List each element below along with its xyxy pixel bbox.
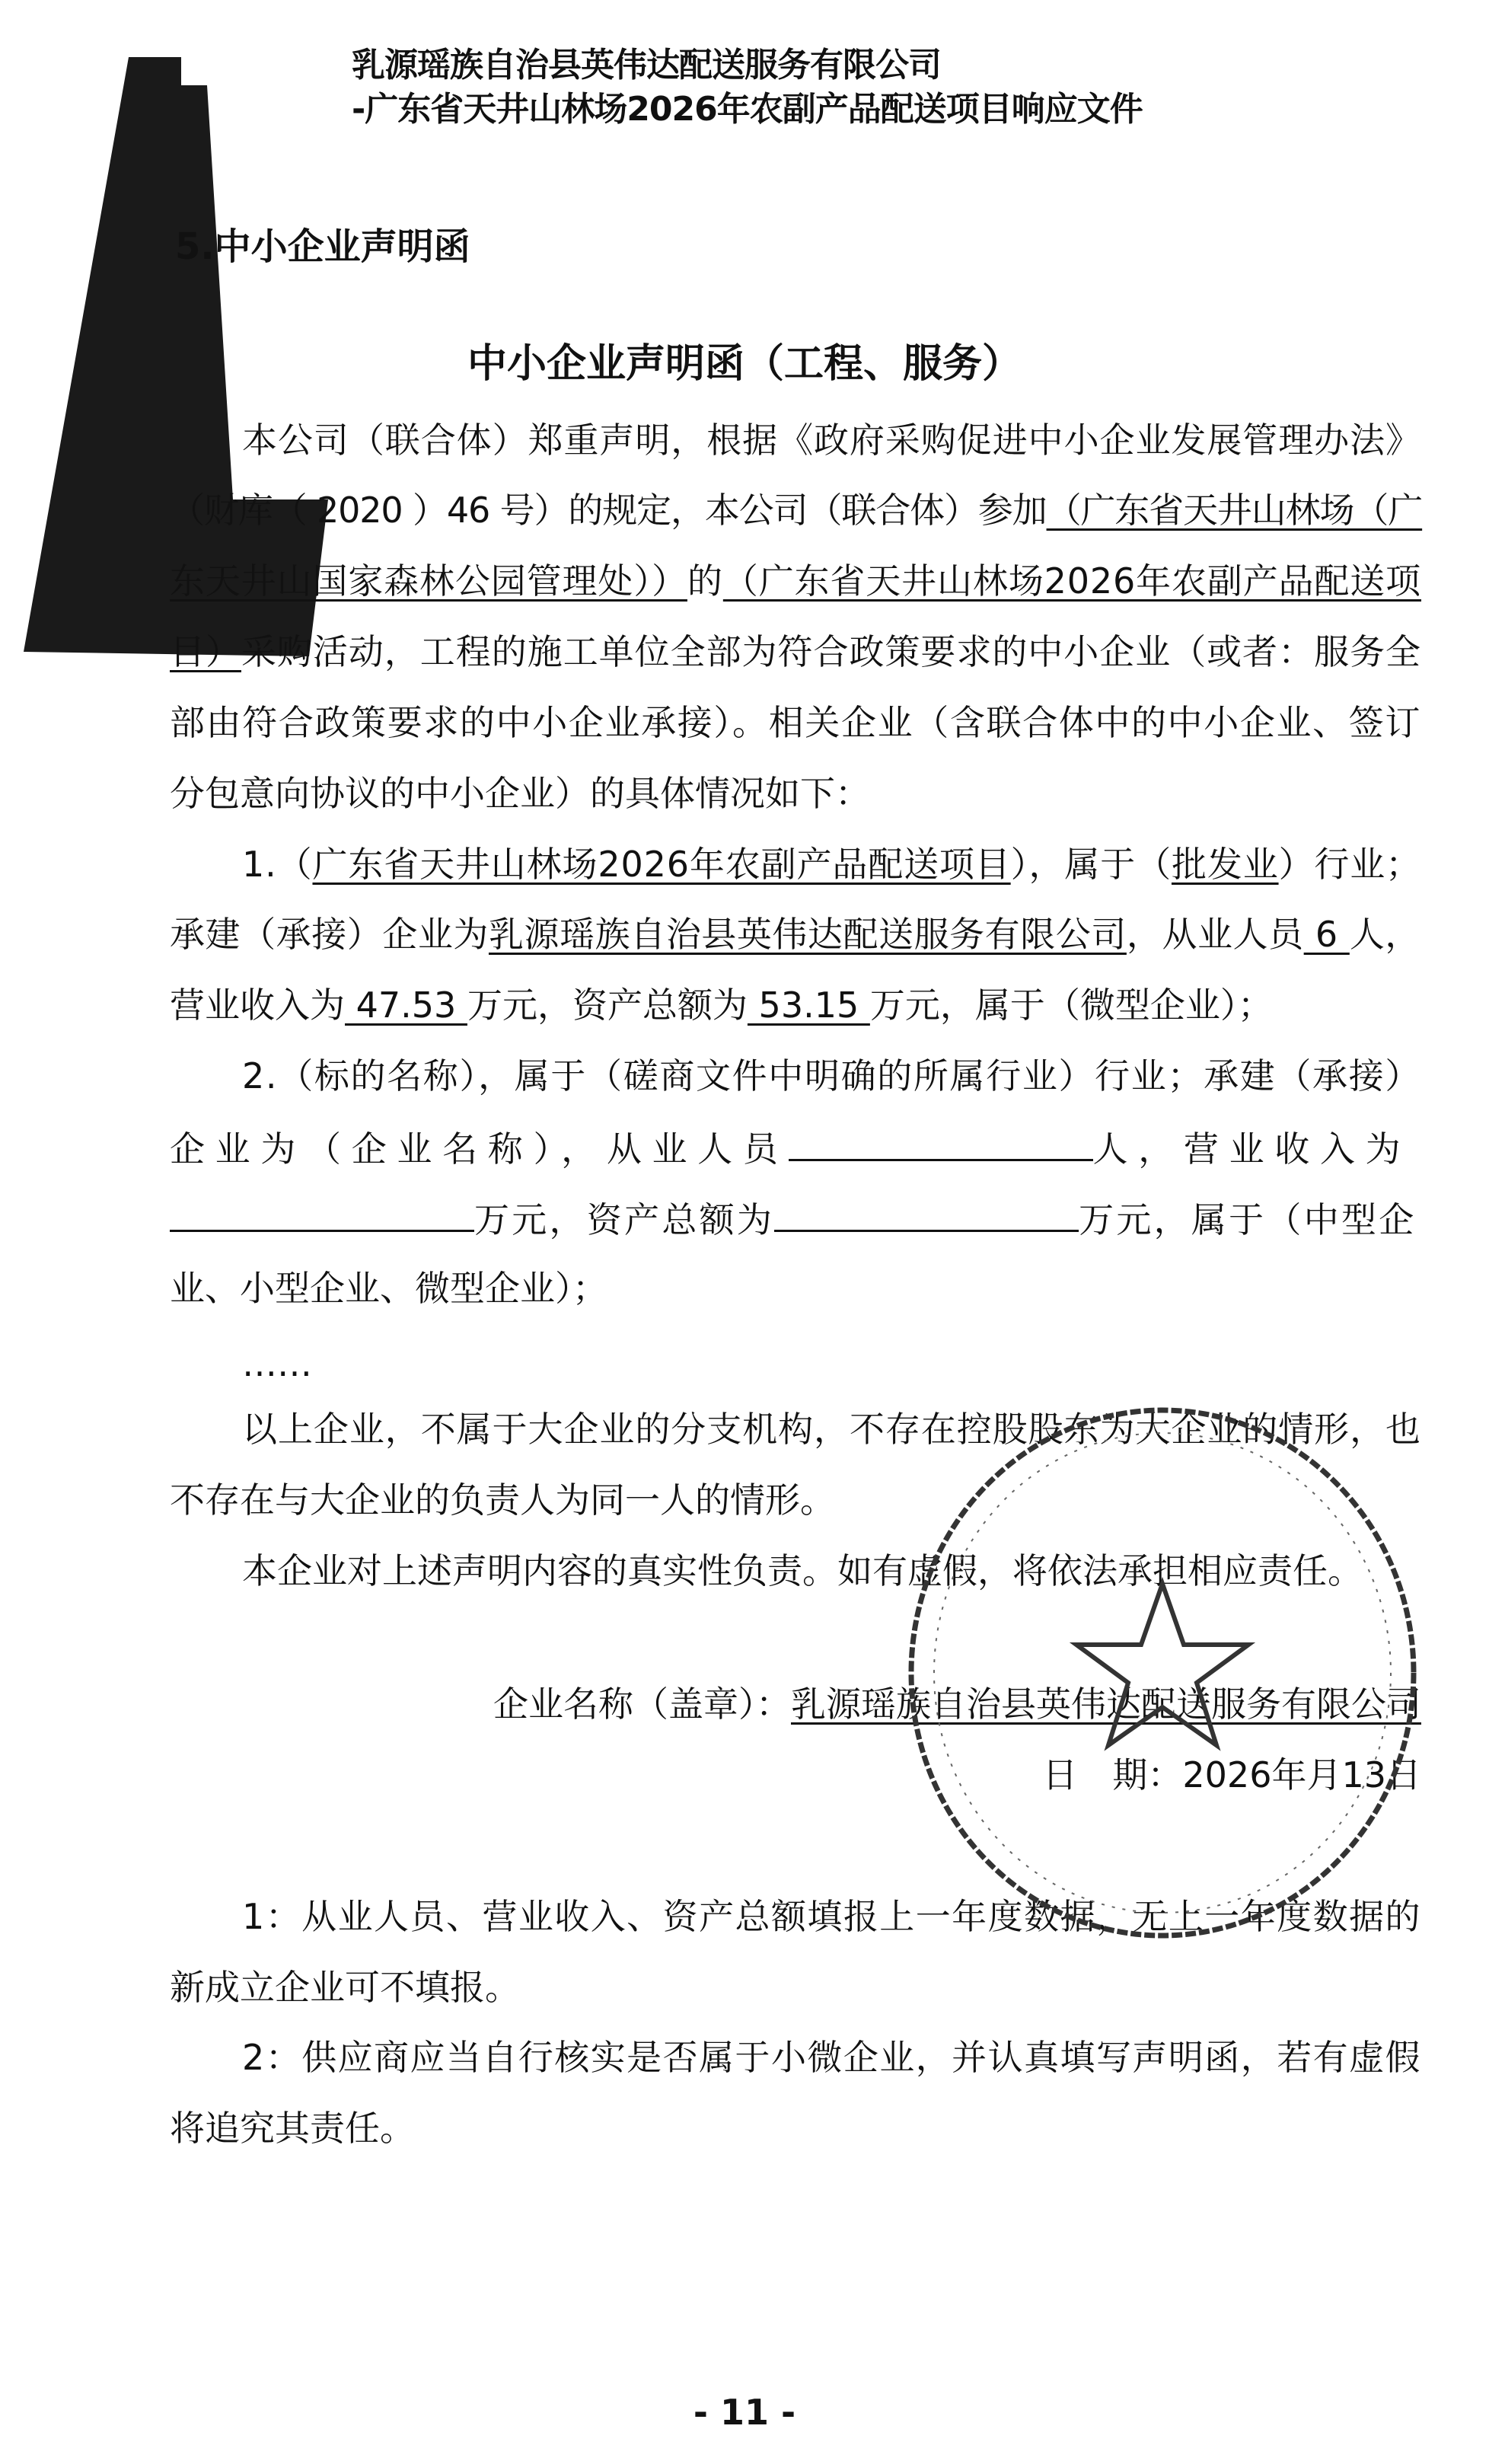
signature-label: 企业名称（盖章）： (493, 1684, 791, 1725)
filled-value: 53.15 (747, 985, 870, 1026)
text-line (242, 2035, 1421, 2080)
fill-in-blank (774, 1195, 1079, 1232)
text-line (170, 1964, 1421, 2010)
date-value: 2026年月13日 (1182, 1754, 1421, 1795)
fill-in-blank (789, 1124, 1093, 1161)
filled-value: 6 (1303, 914, 1350, 955)
text-segment: …… (242, 1343, 312, 1384)
section-title: 5.中小企业声明函 (175, 225, 470, 268)
filled-value: 批发业 (1171, 844, 1279, 885)
text-line (170, 1477, 1421, 1523)
header-company: 乳源瑶族自治县英伟达配送服务有限公司 (352, 46, 941, 85)
text-line (170, 487, 1421, 533)
text-line (242, 1548, 1421, 1594)
text-segment: 承建（承接）企业为 (170, 914, 489, 955)
text-line (170, 629, 1421, 675)
text-segment: 新成立企业可不填报。 (170, 1967, 520, 2008)
text-segment: ，从业人员 (1126, 914, 1304, 955)
filled-value: （广东省天井山林场2026年农副产品配送项 (722, 560, 1422, 602)
text-segment: 以上企业，不属于大企业的分支机构，不存在控股股东为大企业的情形，也 (242, 1409, 1421, 1450)
text-segment: 采购活动，工程的施工单位全部为符合政策要求的中小企业（或者：服务全 (241, 631, 1422, 672)
text-line (170, 1124, 1421, 1170)
text-segment: 本公司（联合体）郑重声明，根据《政府采购促进中小企业发展管理办法》 (242, 420, 1421, 461)
text-segment: 部由符合政策要求的中小企业承接）。相关企业（含联合体中的中小企业、签订 (170, 702, 1421, 743)
text-line (170, 558, 1421, 604)
text-segment: 1.（ (242, 844, 313, 885)
date-line (1042, 1752, 1421, 1798)
text-line (170, 1195, 1421, 1240)
text-line (242, 1053, 1421, 1099)
text-segment: 万元，属于（微型企业）； (869, 985, 1273, 1026)
document-title: 中小企业声明函（工程、服务） (467, 341, 1022, 387)
text-segment: 企业为（企业名称），从业人员 (170, 1128, 789, 1170)
text-segment: 将追究其责任。 (170, 2108, 415, 2149)
filled-value: 目） (170, 631, 241, 672)
text-line (242, 1341, 1421, 1387)
text-line (170, 771, 1421, 816)
signature-company: 乳源瑶族自治县英伟达配送服务有限公司 (791, 1684, 1421, 1725)
text-line (170, 911, 1421, 957)
text-segment: 人， (1349, 914, 1420, 955)
page-number: - 11 - (693, 2392, 796, 2433)
text-segment: 万元，资产总额为 (474, 1199, 775, 1240)
text-line (170, 982, 1421, 1028)
text-segment: 万元，属于（中型企 (1079, 1199, 1417, 1240)
text-segment: 的 (687, 560, 723, 602)
text-segment: （财库（ 2020 ）46 号）的规定，本公司（联合体）参加 (170, 490, 1047, 531)
date-label: 日 期： (1042, 1754, 1183, 1795)
text-segment: 不存在与大企业的负责人为同一人的情形。 (170, 1479, 835, 1521)
text-segment: 1：从业人员、营业收入、资产总额填报上一年度数据，无上一年度数据的 (242, 1896, 1421, 1937)
signature-line (493, 1681, 1421, 1727)
text-line (242, 1406, 1421, 1452)
filled-value: 乳源瑶族自治县英伟达配送服务有限公司 (488, 914, 1127, 955)
filled-value: 东天井山国家森林公园管理处）） (170, 560, 687, 602)
text-line (242, 1894, 1421, 1939)
header-project: -广东省天井山林场2026年农副产品配送项目响应文件 (352, 90, 1143, 129)
text-segment: ）行业； (1278, 844, 1422, 885)
text-line (170, 2105, 1421, 2151)
text-segment: 营业收入为 (170, 985, 345, 1026)
text-line (242, 841, 1421, 887)
fill-in-blank (170, 1195, 474, 1232)
filled-value: 47.53 (345, 985, 467, 1026)
text-segment: 本企业对上述声明内容的真实性负责。如有虚假，将依法承担相应责任。 (242, 1550, 1363, 1591)
filled-value: （广东省天井山林场（广 (1046, 490, 1423, 531)
text-segment: ），属于（ (1010, 844, 1172, 885)
filled-value: 广东省天井山林场2026年农副产品配送项目 (312, 844, 1011, 885)
text-segment: 万元，资产总额为 (467, 985, 748, 1026)
text-line (242, 417, 1421, 463)
text-segment: 2.（标的名称），属于（磋商文件中明确的所属行业）行业；承建（承接） (242, 1055, 1421, 1096)
text-segment: 分包意向协议的中小企业）的具体情况如下： (170, 773, 870, 814)
text-segment: 业、小型企业、微型企业）； (170, 1268, 607, 1309)
text-line (170, 1266, 1421, 1311)
text-segment: 人，营业收入为 (1092, 1128, 1411, 1170)
text-segment: 2：供应商应当自行核实是否属于小微企业，并认真填写声明函，若有虚假 (242, 2037, 1421, 2078)
text-line (170, 700, 1421, 745)
